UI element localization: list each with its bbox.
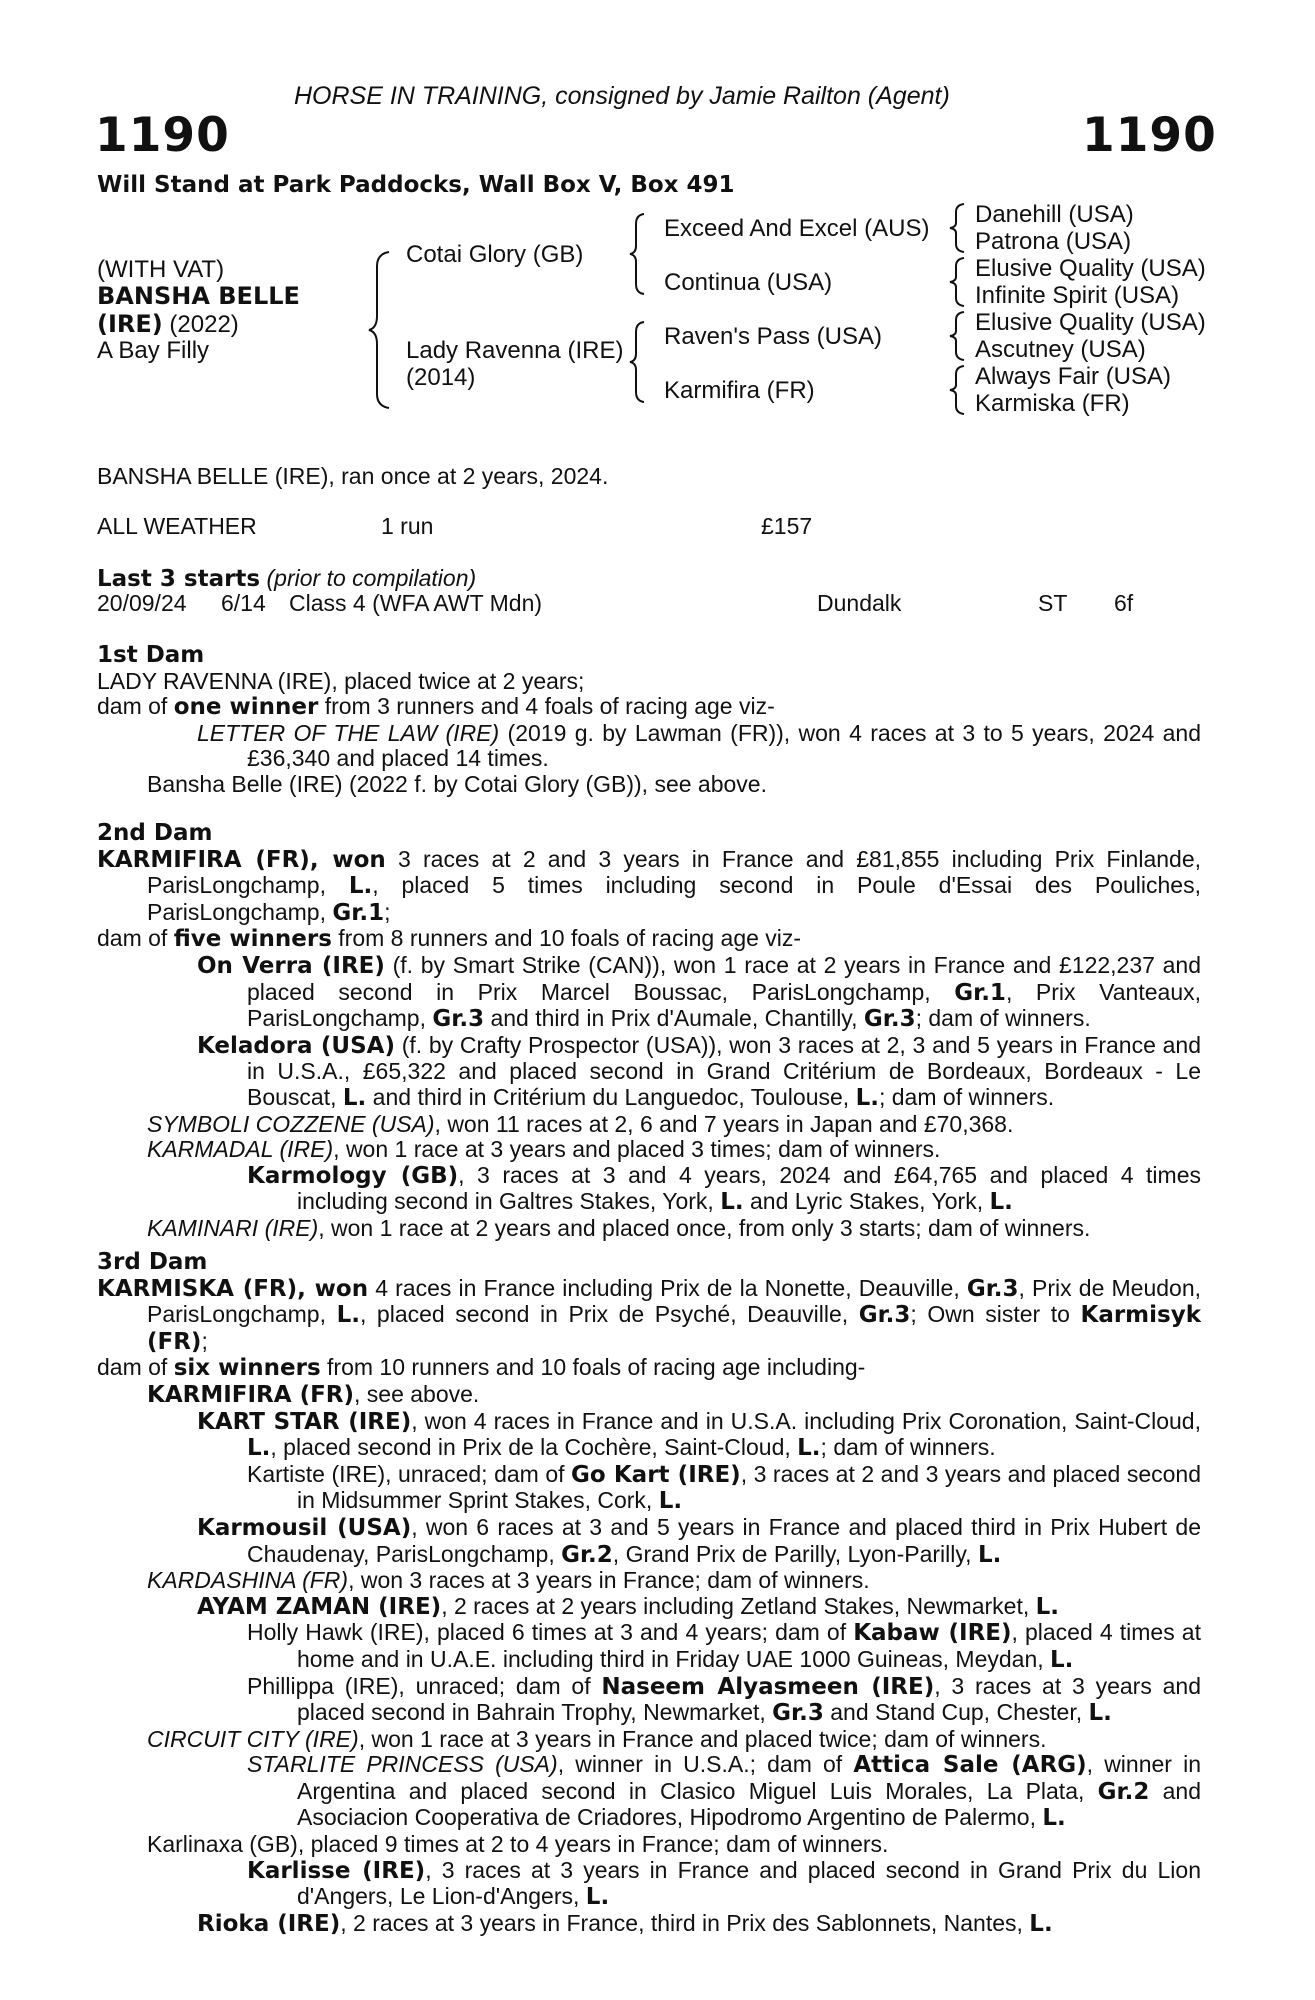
second-dam-heading: 2nd Dam <box>97 820 213 846</box>
record-runs: 1 run <box>381 513 434 539</box>
start-position: 6/14 <box>221 590 266 616</box>
list-item: KARDASHINA (FR), won 3 races at 3 years in France; dam of winners. <box>147 1567 870 1594</box>
pedigree-dam: Lady Ravenna (IRE) <box>406 337 624 364</box>
list-item: Phillippa (IRE), unraced; dam of Naseem Alyasmeen (IRE), 3 races at 3 years and placed second in Bahrain Trophy, Newmarket, Gr.3 and Stand Cup, Chester, L. <box>247 1672 1201 1727</box>
pedigree-brace-main <box>367 250 395 410</box>
consignment-line: HORSE IN TRAINING, consigned by Jamie Railton (Agent) <box>294 82 950 110</box>
record-earnings: £157 <box>761 513 813 539</box>
first-dam-progeny-summary: dam of one winner from 3 runners and 4 foals of racing age viz- <box>97 693 775 721</box>
pedigree-brace-g4 <box>948 364 968 416</box>
list-item: On Verra (IRE) (f. by Smart Strike (CAN)), won 1 race at 2 years in France and £122,237 and placed second in Prix Marcel Boussac, ParisLongchamp, Gr.1, Prix Vanteaux, ParisLongchamp, Gr.3 and third in Prix d'Aumale, Chantilly, Gr.3; dam of winners. <box>197 951 1202 1033</box>
second-dam-section <box>97 821 1201 1242</box>
list-item: CIRCUIT CITY (IRE), won 1 race at 3 years in France and placed twice; dam of winners. <box>147 1725 1047 1752</box>
list-item: dam of five winners from 8 runners and 10 foals of racing age viz- <box>97 925 802 953</box>
pedigree-dam-sire: Raven's Pass (USA) <box>664 323 882 350</box>
pedigree-g1: Danehill (USA) <box>975 201 1134 228</box>
list-item: Bansha Belle (IRE) (2022 f. by Cotai Glory (GB)), see above. <box>147 770 767 797</box>
horse-year: (2022) <box>169 311 239 338</box>
list-item: KARMADAL (IRE), won 1 race at 3 years and placed 3 times; dam of winners. <box>147 1136 941 1163</box>
list-item: Kartiste (IRE), unraced; dam of Go Kart (IRE), 3 races at 2 and 3 years and placed second in Midsummer Sprint Stakes, Cork, L. <box>247 1460 1201 1515</box>
pedigree-brace-g3 <box>948 310 968 362</box>
list-item: KARMIFIRA (FR), won 3 races at 2 and 3 years in France and £81,855 including Prix Finlande, ParisLongchamp, L., placed 5 times including second in Poule d'Essai des Pouliches, ParisLongchamp, Gr.1; <box>97 845 1202 926</box>
pedigree-brace-sire <box>628 212 648 296</box>
list-item: Keladora (USA) (f. by Crafty Prospector (USA)), won 3 races at 2, 3 and 5 years in France and in U.S.A., £65,322 and placed second in Grand Critérium de Bordeaux, Bordeaux - Le Bouscat, L. and third in Critérium du Languedoc, Toulouse, L.; dam of winners. <box>197 1031 1201 1111</box>
list-item: AYAM ZAMAN (IRE), 2 races at 2 years including Zetland Stakes, Newmarket, L. <box>197 1592 1060 1620</box>
pedigree-g3: Elusive Quality (USA) <box>975 255 1206 282</box>
last-starts-heading <box>97 566 476 593</box>
pedigree-sire-dam: Continua (USA) <box>664 269 833 296</box>
pedigree-sire-sire: Exceed And Excel (AUS) <box>664 215 930 242</box>
first-dam-section <box>97 643 1201 798</box>
list-item: Karlisse (IRE), 3 races at 3 years in France and placed second in Grand Prix du Lion d'Angers, Le Lion-d'Angers, L. <box>247 1856 1201 1911</box>
pedigree-brace-g2 <box>948 256 968 308</box>
pedigree-g7: Always Fair (USA) <box>975 363 1172 390</box>
pedigree-g8: Karmiska (FR) <box>975 390 1130 417</box>
start-date: 20/09/24 <box>97 590 187 616</box>
stabling-location: Will Stand at Park Paddocks, Wall Box V, Box 491 <box>97 172 735 198</box>
list-item: KAMINARI (IRE), won 1 race at 2 years and placed once, from only 3 starts; dam of winners. <box>147 1214 1091 1241</box>
pedigree-sire: Cotai Glory (GB) <box>406 241 584 268</box>
pedigree-brace-g1 <box>948 202 968 254</box>
horse-name: BANSHA BELLE <box>97 282 300 310</box>
start-race: Class 4 (WFA AWT Mdn) <box>289 590 543 616</box>
lot-number-right: 1190 <box>1082 108 1217 163</box>
pedigree-g4: Infinite Spirit (USA) <box>975 282 1180 309</box>
list-item: Holly Hawk (IRE), placed 6 times at 3 and 4 years; dam of Kabaw (IRE), placed 4 times at home and in U.A.E. including third in Friday UAE 1000 Guineas, Meydan, L. <box>247 1619 1201 1673</box>
first-dam-line: LADY RAVENNA (IRE), placed twice at 2 years; <box>97 667 585 694</box>
pedigree-g6: Ascutney (USA) <box>975 336 1146 363</box>
lot-number-left: 1190 <box>95 108 230 163</box>
third-dam-heading: 3rd Dam <box>97 1249 208 1275</box>
list-item: KARMISKA (FR), won 4 races in France including Prix de la Nonette, Deauville, Gr.3, Prix de Meudon, ParisLongchamp, L., placed second in Prix de Psyché, Deauville, Gr.3; Own sister to Karmisyk (FR); <box>97 1274 1202 1355</box>
pedigree-dam-year: (2014) <box>406 364 476 391</box>
third-dam-section <box>97 1250 1201 1937</box>
list-item: SYMBOLI COZZENE (USA), won 11 races at 2, 6 and 7 years in Japan and £70,368. <box>147 1110 1014 1137</box>
start-going: ST <box>1038 590 1068 616</box>
list-item: LETTER OF THE LAW (IRE) (2019 g. by Lawman (FR)), won 4 races at 3 to 5 years, 2024 and £36,340 and placed 14 times. <box>197 719 1201 772</box>
list-item: STARLITE PRINCESS (USA), winner in U.S.A.; dam of Attica Sale (ARG), winner in Argentina and placed second in Clasico Miguel Luis Morales, La Plata, Gr.2 and Asociacion Cooperativa de Criadores, Hipodromo Argentino de Palermo, L. <box>247 1751 1201 1832</box>
pedigree-brace-dam <box>628 320 648 404</box>
last-starts-title: Last 3 starts <box>97 566 261 592</box>
first-dam-heading: 1st Dam <box>97 642 205 668</box>
last-starts-note: (prior to compilation) <box>266 565 477 591</box>
horse-country: (IRE) <box>97 310 163 338</box>
list-item: KARMIFIRA (FR), see above. <box>147 1380 480 1408</box>
start-distance: 6f <box>1114 590 1134 616</box>
pedigree-dam-dam: Karmifira (FR) <box>664 377 815 404</box>
start-course: Dundalk <box>817 590 902 616</box>
list-item: Karlinaxa (GB), placed 9 times at 2 to 4 years in France; dam of winners. <box>147 1831 889 1858</box>
pedigree-g5: Elusive Quality (USA) <box>975 309 1206 336</box>
record-surface: ALL WEATHER <box>97 513 257 539</box>
horse-description: A Bay Filly <box>97 337 210 364</box>
list-item: Rioka (IRE), 2 races at 3 years in France, third in Prix des Sablonnets, Nantes, L. <box>197 1909 1053 1937</box>
pedigree-g2: Patrona (USA) <box>975 228 1132 255</box>
list-item: KART STAR (IRE), won 4 races in France and in U.S.A. including Prix Coronation, Saint-Cloud, L., placed second in Prix de la Cochère, Saint-Cloud, L.; dam of winners. <box>197 1407 1201 1462</box>
list-item: Karmology (GB), 3 races at 3 and 4 years, 2024 and £64,765 and placed 4 times including second in Galtres Stakes, York, L. and Lyric Stakes, York, L. <box>247 1161 1201 1216</box>
list-item: dam of six winners from 10 runners and 10 foals of racing age including- <box>97 1354 866 1382</box>
vat-status: (WITH VAT) <box>97 256 225 283</box>
horse-origin <box>97 310 239 339</box>
race-summary: BANSHA BELLE (IRE), ran once at 2 years, 2024. <box>97 463 609 489</box>
list-item: Karmousil (USA), won 6 races at 3 and 5 years in France and placed third in Prix Hubert de Chaudenay, ParisLongchamp, Gr.2, Grand Prix de Parilly, Lyon-Parilly, L. <box>197 1513 1201 1568</box>
